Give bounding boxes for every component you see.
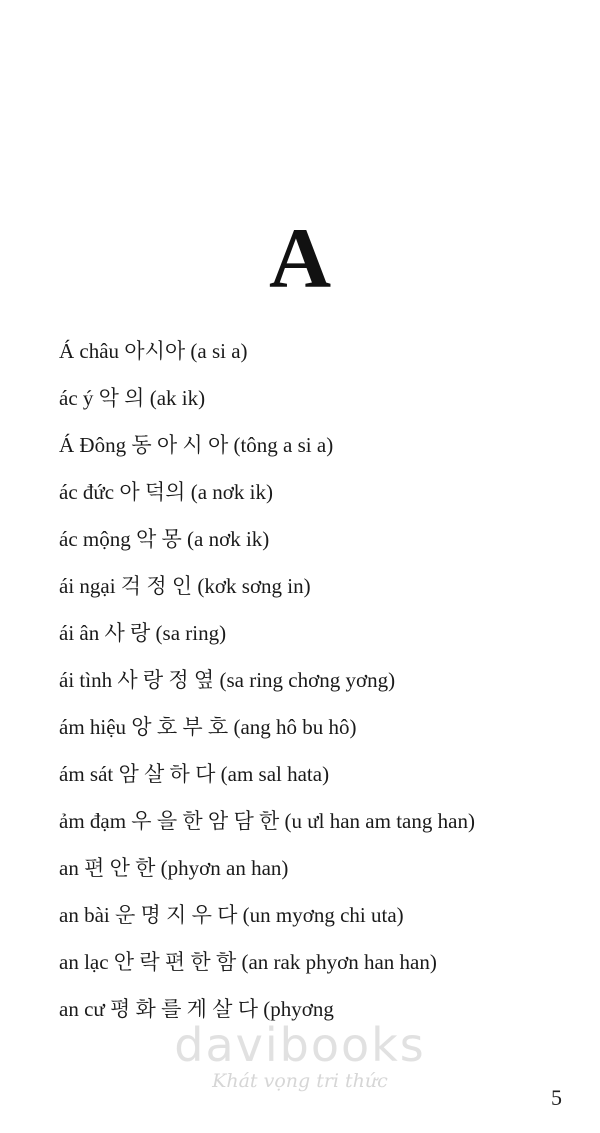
dictionary-entry: ảm đạm 우 을 한 암 담 한 (u ưl han am tang han) xyxy=(59,809,475,833)
entry-list xyxy=(59,334,564,1039)
dictionary-entry: ác mộng 악 몽 (a nơk ik) xyxy=(59,527,270,551)
dictionary-entry: ái tình 사 랑 정 옆 (sa ring chơng yơng) xyxy=(59,668,396,692)
dictionary-entry: an lạc 안 락 편 한 함 (an rak phyơn han han) xyxy=(59,950,437,974)
dictionary-entry: ác ý 악 의 (ak ik) xyxy=(59,386,206,410)
watermark-tagline: Khát vọng tri thức xyxy=(212,1070,388,1092)
dictionary-entry: an 편 안 한 (phyơn an han) xyxy=(59,856,289,880)
dictionary-entry: Á Đông 동 아 시 아 (tông a si a) xyxy=(59,433,334,457)
dictionary-entry: ác đức 아 덕의 (a nơk ik) xyxy=(59,480,273,504)
dictionary-entry: ám sát 암 살 하 다 (am sal hata) xyxy=(59,762,330,786)
watermark-brand: davibooks xyxy=(174,1018,426,1072)
page-number: 5 xyxy=(551,1085,562,1110)
section-letter-heading: A xyxy=(268,210,332,306)
dictionary-entry: ám hiệu 앙 호 부 호 (ang hô bu hô) xyxy=(59,715,357,739)
dictionary-entry: Á châu 아시아 (a si a) xyxy=(59,339,248,363)
dictionary-entry: an cư 평 화 를 게 살 다 (phyơng xyxy=(59,997,334,1021)
dictionary-entry: ái ngại 걱 정 인 (kơk sơng in) xyxy=(59,574,311,598)
dictionary-entry: an bài 운 명 지 우 다 (un myơng chi uta) xyxy=(59,903,404,927)
dictionary-entry: ái ân 사 랑 (sa ring) xyxy=(59,621,227,645)
